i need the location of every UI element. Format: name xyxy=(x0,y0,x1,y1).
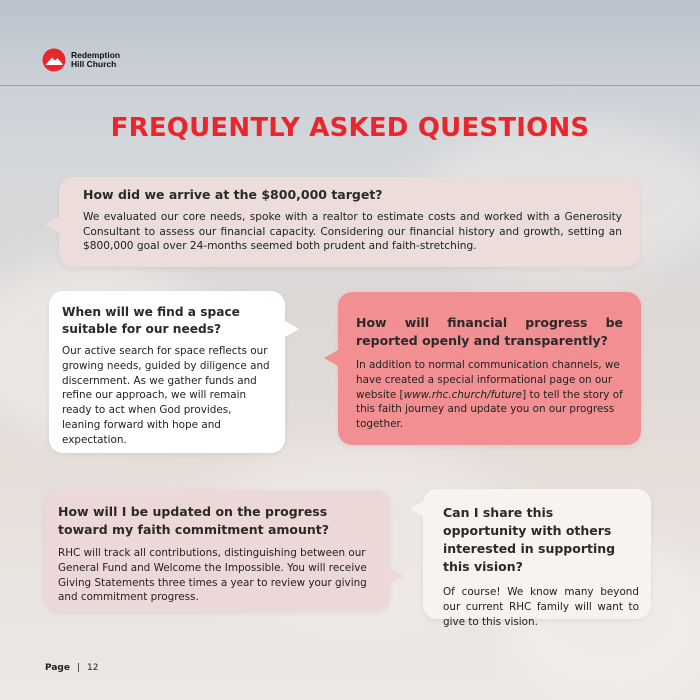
speech-bubble-tail xyxy=(324,350,338,366)
faq-card-target xyxy=(59,177,640,267)
header-divider xyxy=(0,85,700,86)
faq-answer-text: ] to tell the story of this faith journey and update you on our progress together. xyxy=(356,388,623,431)
faq-answer: Of course! We know many beyond our current RHC family will want to give to this vision. xyxy=(443,586,639,628)
mountain-circle-logo-icon xyxy=(42,48,66,72)
logo-line-2: Hill Church xyxy=(71,59,117,69)
faq-question: When will we find a space suitable for our needs? xyxy=(62,305,240,336)
faq-card-updates xyxy=(44,490,390,611)
speech-bubble-tail xyxy=(410,501,424,517)
faq-question: How will financial progress be reported openly and transparently? xyxy=(356,315,623,348)
faq-answer: RHC will track all contributions, distinguishing between our General Fund and Welcome the Impossible. You will receive Giving Statements three times a year to review your giving and commitment progress. xyxy=(58,547,367,604)
page-number: 12 xyxy=(87,663,99,673)
website-link[interactable]: www.rhc.church/future xyxy=(403,388,523,401)
faq-answer: Our active search for space reflects our growing needs, guided by diligence and discernment. As we gather funds and refine our approach, we will remain ready to act when God provides, leaning forward with hope and expectation. xyxy=(62,345,270,446)
speech-bubble-tail xyxy=(45,217,59,233)
speech-bubble-tail xyxy=(390,568,404,584)
faq-card-space xyxy=(49,291,285,453)
page-footer xyxy=(45,663,98,673)
faq-answer-text: In addition to normal communication channels, we have created a special informational page on our website [ xyxy=(356,359,620,401)
faq-question: How did we arrive at the $800,000 target? xyxy=(83,187,383,202)
faq-answer xyxy=(356,358,623,432)
page-label: Page xyxy=(45,663,70,673)
faq-question: Can I share this opportunity with others interested in supporting this vision? xyxy=(443,505,616,574)
logo-wordmark xyxy=(71,51,120,69)
faq-card-reporting xyxy=(338,292,641,445)
faq-question: How will I be updated on the progress toward my faith commitment amount? xyxy=(58,504,330,537)
footer-separator: | xyxy=(76,663,81,673)
church-logo[interactable] xyxy=(42,48,120,72)
faq-answer: We evaluated our core needs, spoke with a realtor to estimate costs and worked with a Generosity Consultant to assess our financial capacity. Considering our financial history and growth, setting an $800,000 goal over 24-months seemed both prudent and faith-stretching. xyxy=(83,211,622,252)
logo-line-1: Redemption xyxy=(71,50,121,60)
faq-card-share xyxy=(423,489,651,628)
page-title: FREQUENTLY ASKED QUESTIONS xyxy=(110,113,590,143)
speech-bubble-tail xyxy=(285,321,299,337)
